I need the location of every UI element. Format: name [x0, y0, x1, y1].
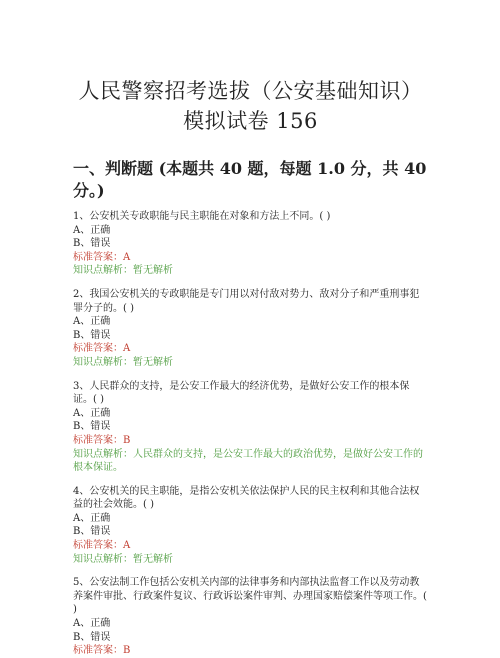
option-b: B、错误	[73, 631, 111, 643]
standard-answer: 标准答案：A	[73, 251, 131, 263]
question-text	[73, 380, 428, 407]
knowledge-explanation: 知识点解析：暂无解析	[73, 553, 173, 565]
question-stem: 公安机关专政职能与民主职能在对象和方法上不同。( )	[89, 211, 331, 222]
question-number: 5 、	[73, 577, 89, 588]
question-text	[73, 485, 428, 512]
knowledge-explanation: 知识点解析：人民群众的支持，是公安工作最大的政治优势，是做好公安工作的根本保证。	[73, 448, 423, 474]
option-a: A、正确	[73, 512, 111, 524]
question-number: 3 、	[73, 381, 89, 392]
option-b: B、错误	[73, 329, 111, 341]
question-5	[73, 576, 428, 658]
knowledge-explanation: 知识点解析：暂无解析	[73, 356, 173, 368]
standard-answer: 标准答案：B	[73, 645, 131, 657]
option-a: A、正确	[73, 316, 111, 328]
question-text	[73, 288, 428, 315]
question-stem: 公安法制工作包括公安机关内部的法律事务和内部执法监督工作以及劳动教养案件审批、行政案件复议、行政诉讼案件审判、办理国家赔偿案件等项工作。( )	[73, 577, 427, 616]
question-stem: 公安机关的民主职能，是指公安机关依法保护人民的民主权利和其他合法权益的社会效能。( )	[73, 485, 420, 511]
option-a: A、正确	[73, 407, 111, 419]
question-stem: 人民群众的支持，是公安工作最大的经济优势，是做好公安工作的根本保证。( )	[73, 380, 410, 406]
question-number: 2 、	[73, 289, 89, 300]
question-stem: 我国公安机关的专政职能是专门用以对付敌对势力、敌对分子和严重刑事犯罪分子的。( )	[73, 288, 420, 314]
question-text	[73, 576, 428, 617]
option-a: A、正确	[73, 618, 111, 630]
question-3	[73, 380, 428, 475]
question-4	[73, 485, 428, 567]
option-a: A、正确	[73, 224, 111, 236]
question-number: 4 、	[73, 486, 89, 497]
standard-answer: 标准答案：A	[73, 343, 131, 355]
standard-answer: 标准答案：B	[73, 434, 131, 446]
page-title: 人民警察招考选拔（公安基础知识）模拟试卷 156	[78, 79, 423, 133]
knowledge-explanation: 知识点解析：暂无解析	[73, 265, 173, 277]
question-1	[73, 210, 428, 278]
option-b: B、错误	[73, 421, 111, 433]
section-heading: 一、判断题 (本题共 40 题，每题 1.0 分，共 40 分。)	[73, 159, 427, 200]
question-text	[73, 210, 428, 224]
question-number: 1 、	[73, 211, 89, 222]
option-b: B、错误	[73, 526, 111, 538]
standard-answer: 标准答案：A	[73, 540, 131, 552]
question-2	[73, 288, 428, 370]
option-b: B、错误	[73, 238, 111, 250]
